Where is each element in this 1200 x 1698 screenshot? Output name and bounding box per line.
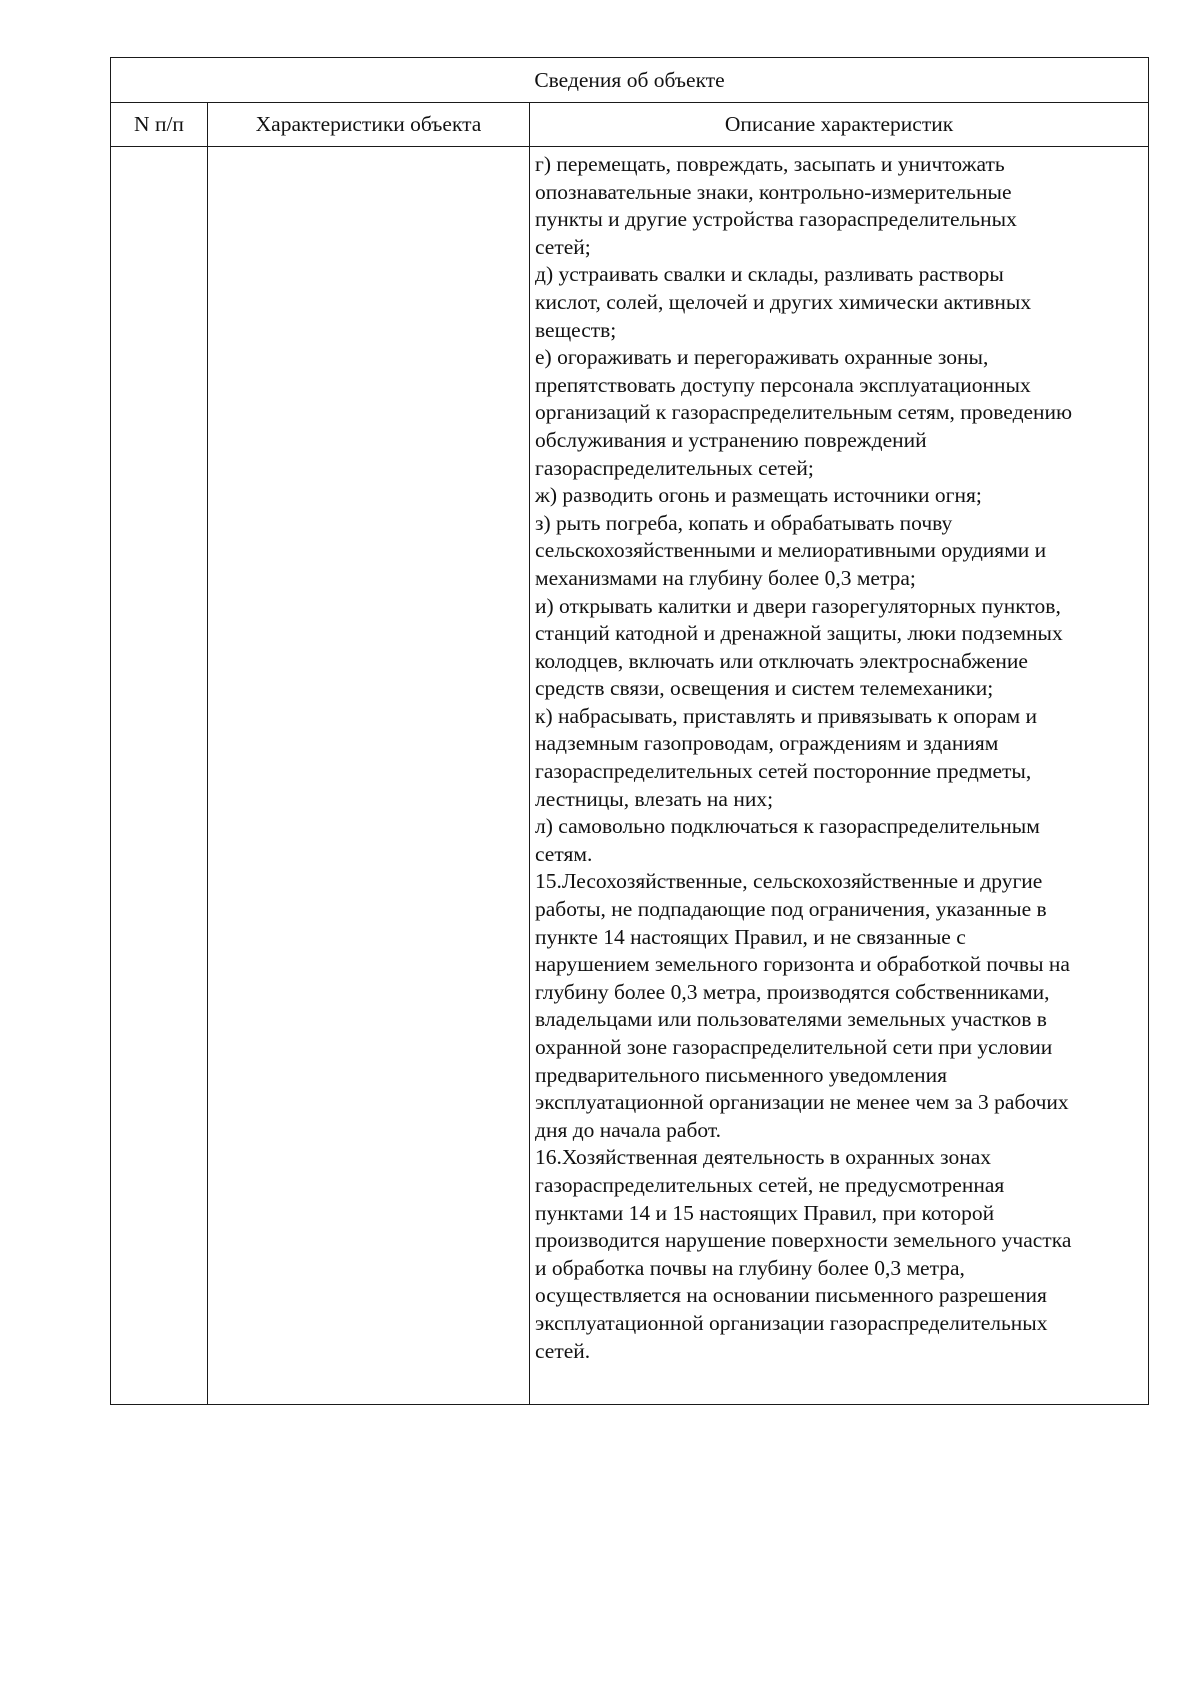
description-line: з) рыть погреба, копать и обрабатывать почву xyxy=(535,510,953,535)
description-line: препятствовать доступу персонала эксплуатационных xyxy=(535,372,1031,397)
description-line: сетям. xyxy=(535,841,593,866)
description-line: веществ; xyxy=(535,317,617,342)
description-line: организаций к газораспределительным сетям, проведению xyxy=(535,400,1073,425)
description-line: лестницы, влезать на них; xyxy=(535,786,774,811)
description-text xyxy=(530,147,1148,1365)
description-line: производится нарушение поверхности земельного участка xyxy=(535,1228,1072,1253)
description-line: д) устраивать свалки и склады, разливать растворы xyxy=(535,262,1004,287)
description-line: средств связи, освещения и систем телемеханики; xyxy=(535,676,994,701)
description-line: ж) разводить огонь и размещать источники огня; xyxy=(535,483,982,508)
description-line: работы, не подпадающие под ограничения, указанные в xyxy=(535,897,1047,922)
description-line: л) самовольно подключаться к газораспределительным xyxy=(535,814,1040,839)
description-line: сетей. xyxy=(535,1338,591,1363)
description-line: дня до начала работ. xyxy=(535,1117,722,1142)
table-title-row xyxy=(111,58,1149,103)
row-description-cell xyxy=(530,147,1149,1405)
description-line: сетей; xyxy=(535,234,591,259)
description-line: пункте 14 настоящих Правил, и не связанные с xyxy=(535,924,966,949)
description-line: и) открывать калитки и двери газорегуляторных пунктов, xyxy=(535,593,1061,618)
description-line: охранной зоне газораспределительной сети при условии xyxy=(535,1035,1053,1059)
row-number-cell xyxy=(111,147,208,1405)
description-line: кислот, солей, щелочей и других химически активных xyxy=(535,289,1032,314)
description-line: механизмами на глубину более 0,3 метра; xyxy=(535,565,916,590)
description-line: 15.Лесохозяйственные, сельскохозяйственные и другие xyxy=(535,869,1043,894)
description-line: сельскохозяйственными и мелиоративными орудиями и xyxy=(535,538,1047,563)
table-row xyxy=(111,147,1149,1405)
description-line: предварительного письменного уведомления xyxy=(535,1062,948,1087)
header-characteristics: Характеристики объекта xyxy=(208,103,530,147)
description-line: колодцев, включать или отключать электроснабжение xyxy=(535,648,1028,673)
description-line: газораспределительных сетей, не предусмотренная xyxy=(535,1172,1005,1197)
description-line: эксплуатационной организации газораспределительных xyxy=(535,1310,1048,1335)
description-line: к) набрасывать, приставлять и привязывать к опорам и xyxy=(535,703,1037,728)
description-line: осуществляется на основании письменного разрешения xyxy=(535,1283,1047,1308)
description-line: газораспределительных сетей посторонние предметы, xyxy=(535,759,1032,784)
description-line: владельцами или пользователями земельных участков в xyxy=(535,1007,1047,1032)
object-info-table xyxy=(110,57,1149,1405)
description-line: газораспределительных сетей; xyxy=(535,455,814,480)
row-characteristic-cell xyxy=(208,147,530,1405)
description-line: и обработка почвы на глубину более 0,3 метра, xyxy=(535,1255,965,1280)
description-line: нарушением земельного горизонта и обработкой почвы на xyxy=(535,952,1070,977)
description-line: пункты и другие устройства газораспределительных xyxy=(535,207,1017,232)
description-line: пунктами 14 и 15 настоящих Правил, при которой xyxy=(535,1200,995,1225)
description-line: обслуживания и устранению повреждений xyxy=(535,427,927,452)
description-line: станций катодной и дренажной защиты, люки подземных xyxy=(535,621,1063,646)
description-line: г) перемещать, повреждать, засыпать и уничтожать xyxy=(535,152,1005,176)
description-line: эксплуатационной организации не менее чем за 3 рабочих xyxy=(535,1090,1069,1115)
table-header-row xyxy=(111,103,1149,147)
header-description: Описание характеристик xyxy=(530,103,1149,147)
description-line: опознавательные знаки, контрольно-измерительные xyxy=(535,179,1012,204)
table-title: Сведения об объекте xyxy=(111,58,1149,103)
description-line: надземным газопроводам, ограждениям и зданиям xyxy=(535,731,999,756)
description-line: 16.Хозяйственная деятельность в охранных зонах xyxy=(535,1145,992,1170)
header-number: N п/п xyxy=(111,103,208,147)
description-line: е) огораживать и перегораживать охранные зоны, xyxy=(535,345,989,370)
description-line: глубину более 0,3 метра, производятся собственниками, xyxy=(535,979,1050,1004)
